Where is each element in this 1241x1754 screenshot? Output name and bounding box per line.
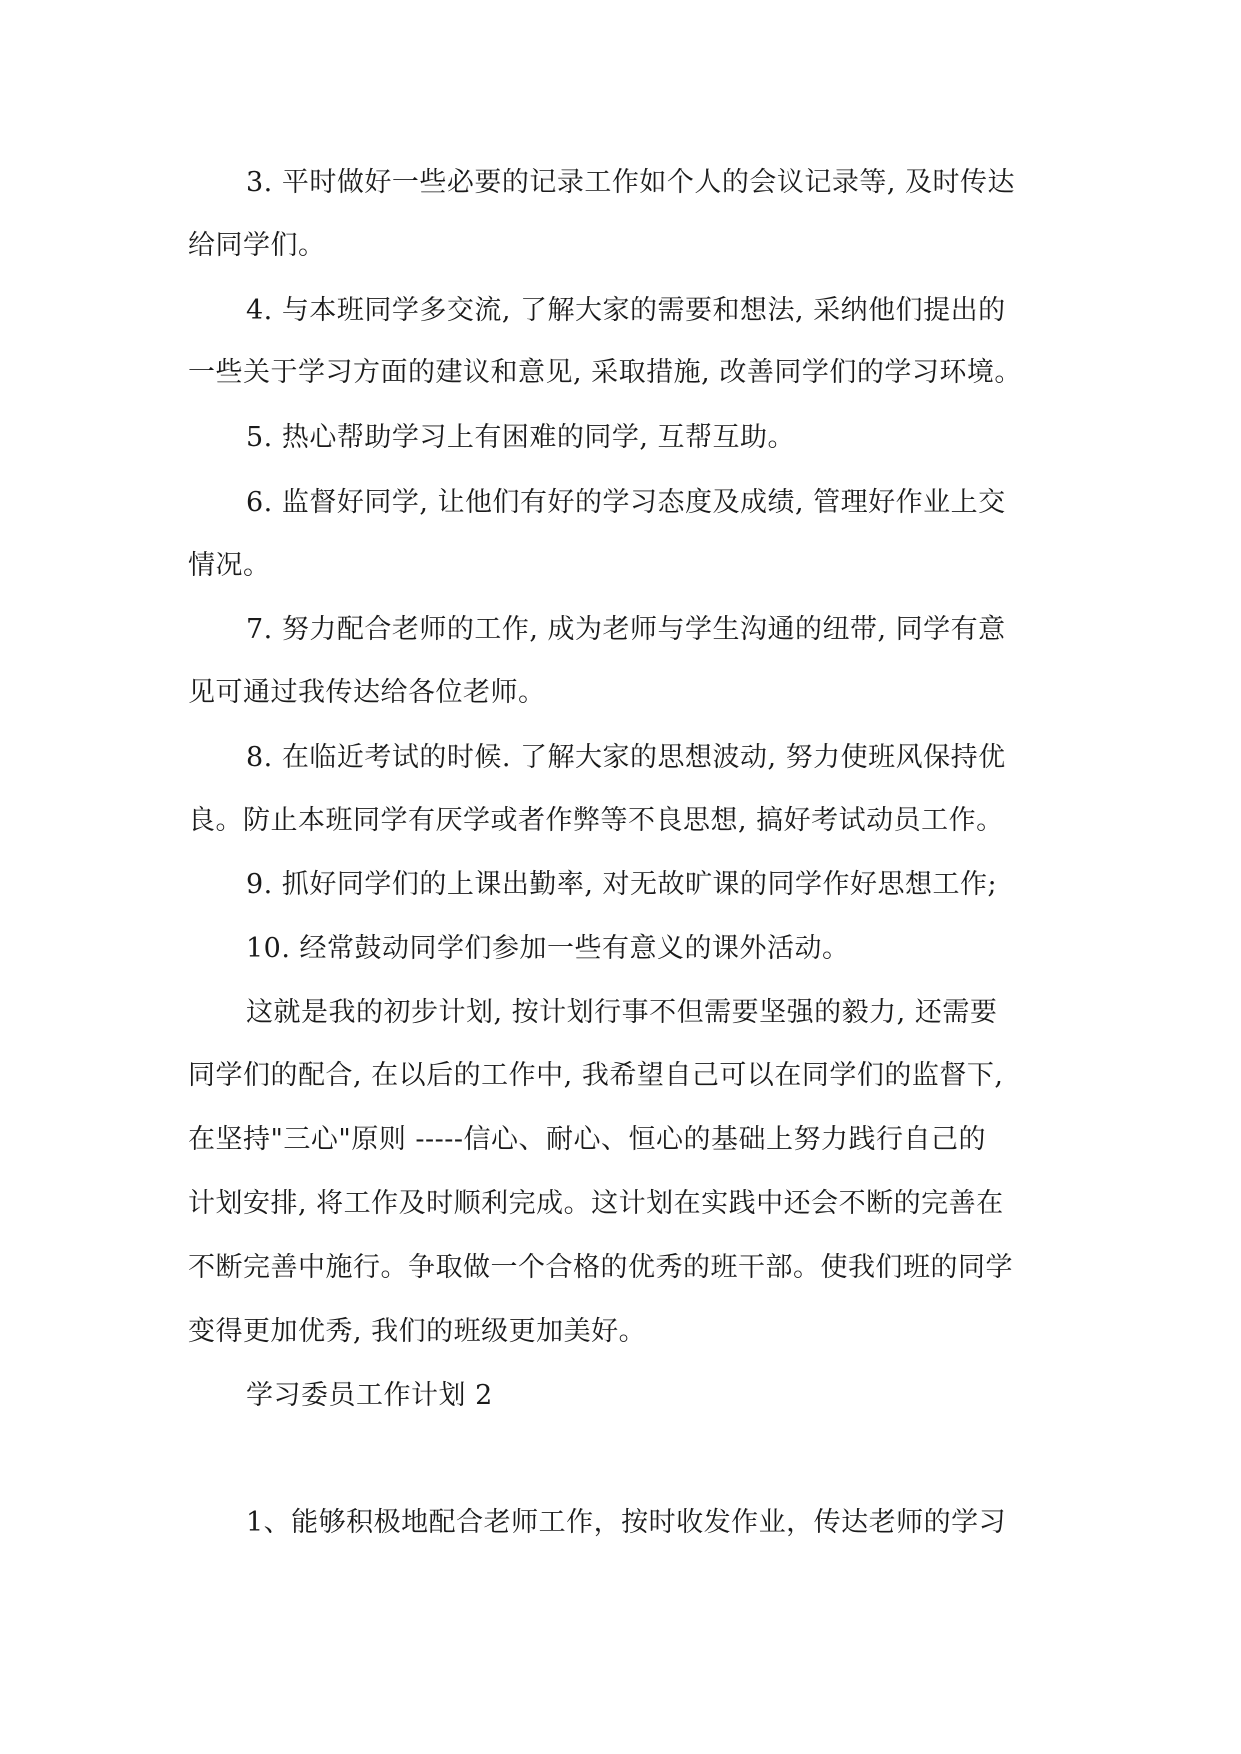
paragraph-line: 给同学们。 [188,230,326,261]
paragraph-line: 10. 经常鼓动同学们参加一些有意义的课外活动。 [246,933,850,964]
paragraph-line: 变得更加优秀, 我们的班级更加美好。 [188,1316,647,1347]
paragraph-line: 7. 努力配合老师的工作, 成为老师与学生沟通的纽带, 同学有意 [246,614,1006,645]
paragraph-line: 8. 在临近考试的时候. 了解大家的思想波动, 努力使班风保持优 [246,742,1006,773]
paragraph-line: 9. 抓好同学们的上课出勤率, 对无故旷课的同学作好思想工作; [246,869,998,900]
paragraph-line: 计划安排, 将工作及时顺利完成。这计划在实践中还会不断的完善在 [188,1188,1004,1219]
paragraph-line: 这就是我的初步计划, 按计划行事不但需要坚强的毅力, 还需要 [246,997,998,1028]
paragraph-line: 情况。 [188,550,271,581]
paragraph-line: 6. 监督好同学, 让他们有好的学习态度及成绩, 管理好作业上交 [246,487,1006,518]
paragraph-line: 良。防止本班同学有厌学或者作弊等不良思想, 搞好考试动员工作。 [188,805,1004,836]
paragraph-line: 4. 与本班同学多交流, 了解大家的需要和想法, 采纳他们提出的 [246,295,1006,326]
paragraph-line: 一些关于学习方面的建议和意见, 采取措施, 改善同学们的学习环境。 [188,357,1022,388]
paragraph-line: 5. 热心帮助学习上有困难的同学, 互帮互助。 [246,422,796,453]
paragraph-line: 3. 平时做好一些必要的记录工作如个人的会议记录等, 及时传达 [246,167,1016,198]
paragraph-line: 同学们的配合, 在以后的工作中, 我希望自己可以在同学们的监督下, [188,1060,1004,1091]
paragraph-line: 1、能够积极地配合老师工作，按时收发作业，传达老师的学习 [246,1507,1007,1538]
section-heading: 学习委员工作计划 2 [246,1380,493,1411]
paragraph-line: 不断完善中施行。争取做一个合格的优秀的班干部。使我们班的同学 [188,1252,1013,1283]
paragraph-line: 在坚持"三心"原则 -----信心、耐心、恒心的基础上努力践行自己的 [188,1124,987,1155]
paragraph-line: 见可通过我传达给各位老师。 [188,677,546,708]
